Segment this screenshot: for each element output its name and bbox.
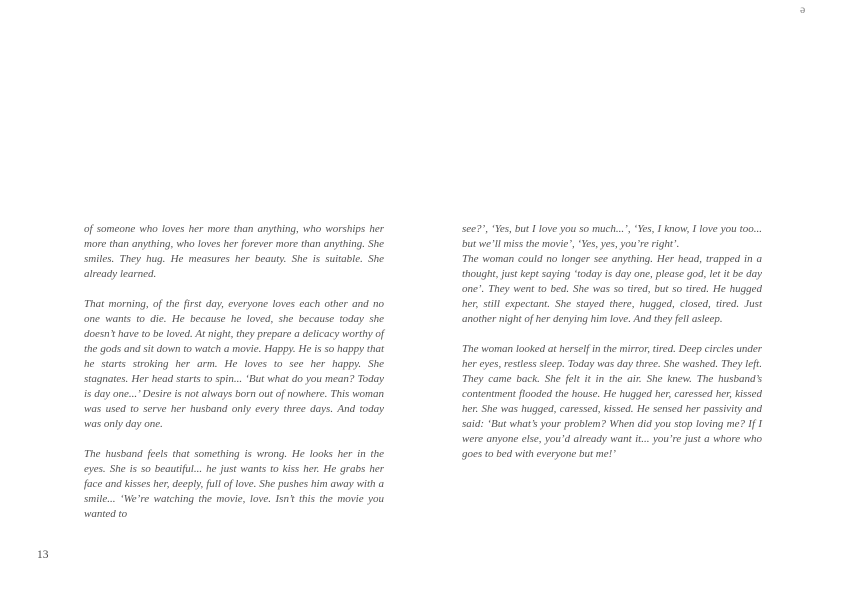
paragraph: That morning, of the first day, everyone loves each other and no one wants to die. He because he loved, she because today she doesn’t have to be loved. At night, they prepare a delicacy worthy of the gods and sit down to watch a movie. Happy. He is so happy that he starts stroking her arm. He loves to see her happy. She stagnates. Her head starts to spin... ‘But what do you mean? Today is day one...’ Desire is not always born out of nowhere. This woman was used to serve her husband only every three days. And today was only day one. — [84, 298, 384, 430]
right-page-text-column — [462, 222, 762, 477]
corner-schwa-mark: ə — [800, 2, 806, 16]
paragraph: of someone who loves her more than anything, who worships her more than anything, who loves her forever more than anything. She smiles. They hug. He measures her beauty. She is suitable. She already learned. — [84, 223, 384, 280]
paragraph: The husband feels that something is wrong. He looks her in the eyes. She is so beautiful... he just wants to kiss her. He grabs her face and kisses her, deeply, full of love. She pushes him away with a smile... ‘We’re watching the movie, love. Isn’t this the movie you wanted to — [84, 448, 384, 520]
page-number: 13 — [37, 549, 49, 561]
left-page-text-column — [84, 222, 384, 537]
paragraph: The woman could no longer see anything. Her head, trapped in a thought, just kept saying ‘today is day one, please god, let it be day one’. They went to bed. She was so tired, but so tired. He hugged her, still expectant. She stayed there, hugged, closed, tired. Just another night of her denying him love. And they fell asleep. — [462, 253, 762, 325]
paragraph: see?’, ‘Yes, but I love you so much...’, ‘Yes, I know, I love you too... but we’ll miss the movie’, ‘Yes, yes, you’re right’. — [462, 223, 762, 250]
paragraph: The woman looked at herself in the mirror, tired. Deep circles under her eyes, restless sleep. Today was day three. She washed. They left. They came back. She felt it in the air. She knew. The husband’s contentment flooded the house. He hugged her, caressed her, kissed her. She was hugged, caressed, kissed. He sensed her passivity and said: ‘But what’s your problem? When did you stop loving me? If I were anyone else, you’d already want it... you’re just a whore who goes to bed with everyone but me!’ — [462, 343, 762, 460]
